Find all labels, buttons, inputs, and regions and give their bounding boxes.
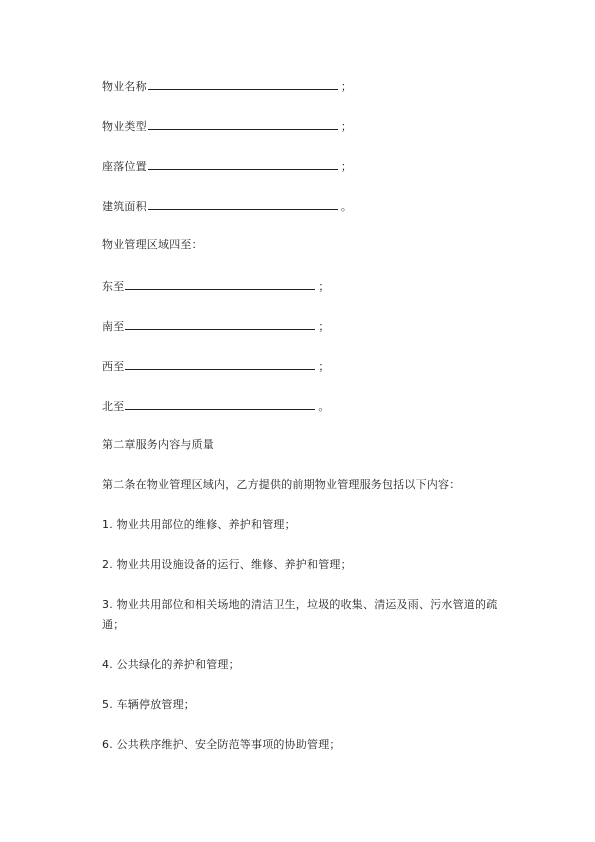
field-end-punctuation: 。: [340, 200, 353, 213]
field-end-punctuation: ；: [340, 80, 353, 93]
fill-in-blank[interactable]: [148, 198, 338, 210]
boundary-label: 南至: [102, 320, 125, 333]
fill-in-blank[interactable]: [125, 398, 315, 410]
boundary-west: [102, 358, 330, 374]
field-label: 建筑面积: [102, 200, 147, 213]
boundary-east: [102, 278, 330, 294]
list-item: 6. 公共秩序维护、安全防范等事项的协助管理；: [102, 738, 341, 751]
fill-in-blank[interactable]: [148, 158, 338, 170]
boundary-end-punctuation: ；: [318, 360, 330, 373]
field-building-area: [102, 198, 352, 214]
boundary-north: [102, 398, 330, 414]
boundary-label: 东至: [102, 280, 125, 293]
boundary-end-punctuation: ；: [318, 280, 330, 293]
article-intro: 第二条在物业管理区域内，乙方提供的前期物业管理服务包括以下内容：: [102, 478, 461, 491]
field-property-type: [102, 118, 352, 134]
boundary-south: [102, 318, 330, 334]
field-label: 物业类型: [102, 120, 147, 133]
field-label: 物业名称: [102, 80, 147, 93]
field-end-punctuation: ；: [340, 120, 353, 133]
list-item: 3. 物业共用部位和相关场地的清洁卫生，垃圾的收集、清运及雨、污水管道的疏: [102, 598, 498, 611]
fill-in-blank[interactable]: [125, 358, 315, 370]
fill-in-blank[interactable]: [125, 318, 315, 330]
boundary-label: 北至: [102, 400, 125, 413]
list-item: 4. 公共绿化的养护和管理；: [102, 658, 240, 671]
chapter-title: 第二章服务内容与质量: [102, 438, 214, 451]
field-location: [102, 158, 352, 174]
field-label: 座落位置: [102, 160, 147, 173]
list-item: 1. 物业共用部位的维修、养护和管理；: [102, 518, 296, 531]
list-item: 5. 车辆停放管理；: [102, 698, 195, 711]
boundary-heading: 物业管理区域四至：: [102, 238, 203, 251]
fill-in-blank[interactable]: [148, 78, 338, 90]
field-end-punctuation: ；: [340, 160, 353, 173]
fill-in-blank[interactable]: [125, 278, 315, 290]
field-property-name: [102, 78, 352, 94]
fill-in-blank[interactable]: [148, 118, 338, 130]
boundary-end-punctuation: 。: [318, 400, 330, 413]
list-item: 2. 物业共用设施设备的运行、维修、养护和管理；: [102, 558, 352, 571]
boundary-end-punctuation: ；: [318, 320, 330, 333]
boundary-label: 西至: [102, 360, 125, 373]
list-item-continuation: 通；: [102, 618, 125, 631]
